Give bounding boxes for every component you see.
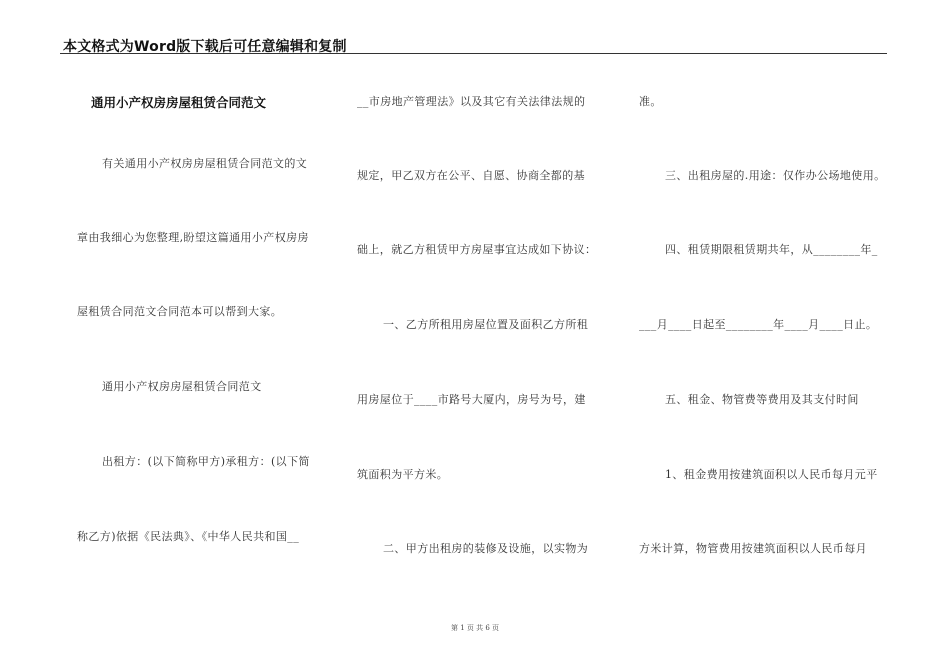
paragraph-line: 规定，甲乙双方在公平、自愿、协商全都的基 — [357, 169, 585, 182]
paragraph-line: 章由我细心为您整理,盼望这篇通用小产权房房 — [77, 231, 309, 244]
paragraph-line: 通用小产权房房屋租赁合同范文 — [102, 380, 262, 393]
paragraph-line: 筑面积为平方米。 — [357, 468, 449, 481]
paragraph-line: ___月____日起至________年____月____日止。 — [639, 318, 878, 331]
paragraph-line: __市房地产管理法》以及其它有关法律法规的 — [357, 95, 586, 108]
paragraph-line: 称乙方)依据《民法典》、《中华人民共和国__ — [77, 530, 300, 543]
paragraph-line: 四、租赁期限租赁期共年，从________年_ — [665, 243, 878, 256]
paragraph-line: 1、租金费用按建筑面积以人民币每月元平 — [665, 468, 878, 481]
paragraph-line: 用房屋位于____市路号大厦内，房号为号，建 — [357, 393, 586, 406]
paragraph-line: 三、出租房屋的.用途：仅作办公场地使用。 — [665, 169, 886, 182]
paragraph-line: 准。 — [639, 95, 662, 108]
paragraph-line: 础上，就乙方租赁甲方房屋事宜达成如下协议： — [357, 243, 597, 256]
page-footer: 第 1 页 共 6 页 — [450, 624, 500, 632]
paragraph-line: 五、租金、物管费等费用及其支付时间 — [665, 393, 859, 406]
paragraph-line: 二、甲方出租房的装修及设施，以实物为 — [383, 542, 589, 555]
paragraph-line: 一、乙方所租用房屋位置及面积乙方所租 — [383, 318, 589, 331]
header-rule — [60, 53, 887, 54]
paragraph-line: 出租方：(以下简称甲方)承租方：(以下简 — [102, 455, 310, 468]
paragraph-line: 有关通用小产权房房屋租赁合同范文的文 — [102, 157, 308, 170]
header-banner: 本文格式为Word版下载后可任意编辑和复制 — [63, 39, 347, 55]
paragraph-line: 方米计算，物管费用按建筑面积以人民币每月 — [639, 542, 867, 555]
document-title: 通用小产权房房屋租赁合同范文 — [91, 95, 267, 110]
paragraph-line: 屋租赁合同范文合同范本可以帮到大家。 — [77, 305, 283, 318]
